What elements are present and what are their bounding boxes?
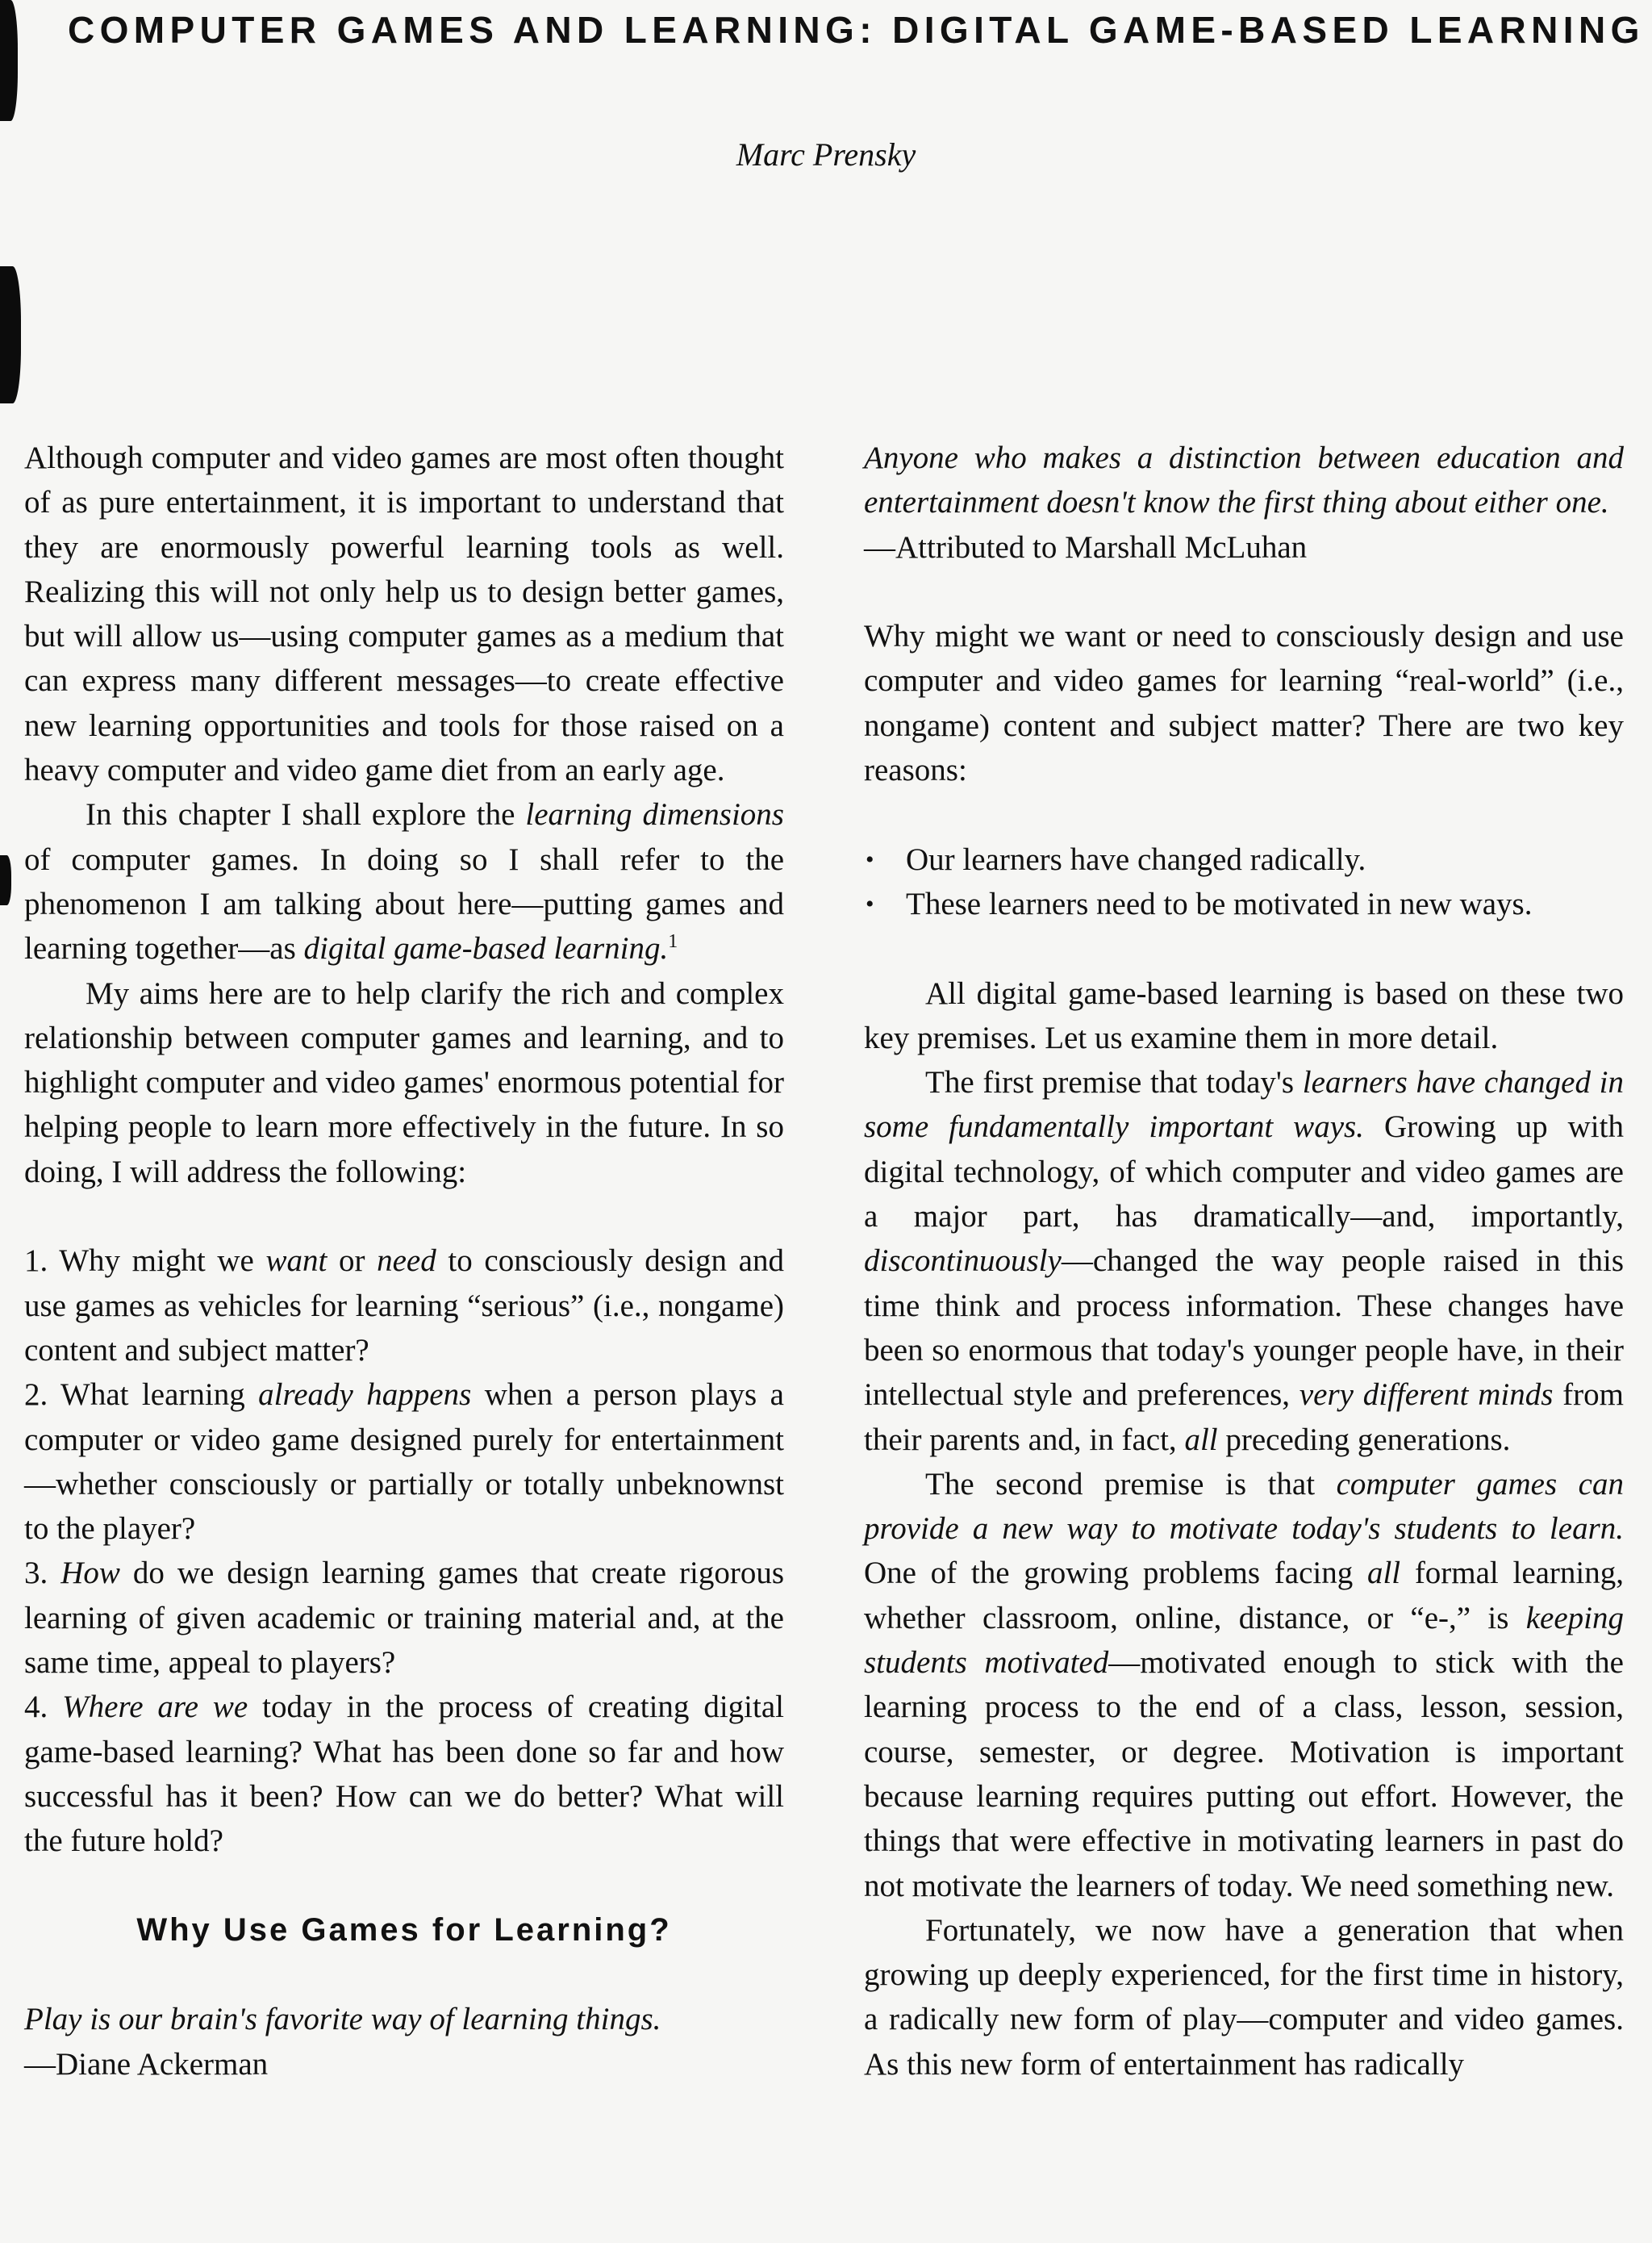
scan-edge-mark-top xyxy=(0,0,18,121)
scan-edge-mark-lower xyxy=(0,855,11,905)
section-heading: Why Use Games for Learning? xyxy=(136,1911,672,1948)
epigraph-attribution: —Diane Ackerman xyxy=(24,2046,269,2082)
chapter-title: COMPUTER GAMES AND LEARNING: DIGITAL GAME-BASED LEARNING xyxy=(68,9,1645,51)
aims-paragraph: My aims here are to help clarify the rich and complex relationship between computer games and learning, and to highlight computer and video games' enormous potential for helping people to learn more effectively in the future. In so doing, I will address the following: xyxy=(24,975,784,1189)
footnote-marker: 1 xyxy=(668,931,678,953)
premises-paragraph: All digital game-based learning is based on these two key premises. Let us examine them in more detail. xyxy=(864,975,1624,1055)
question-item: 1. Why might we want or need to consciously design and use games as vehicles for learning “serious” (i.e., nongame) content and subject matter? xyxy=(24,1243,784,1368)
question-list xyxy=(24,1238,784,1863)
chapter-scope-paragraph: In this chapter I shall explore the learning dimensions of computer games. In doing so I shall refer to the phenomenon I am talking about here—putting games and learning together—as digital game-based learning.$^1$ xyxy=(24,797,784,967)
new-generation-paragraph: Fortunately, we now have a generation that when growing up deeply experienced, for the first time in history, a radically new form of play—computer and video games. As this new form of entertainment has radically xyxy=(864,1912,1624,2082)
epigraph-quote: Play is our brain's favorite way of learning things. xyxy=(24,2002,661,2037)
second-premise-paragraph: The second premise is that computer games can provide a new way to motivate today's students to learn. One of the growing problems facing all formal learning, whether classroom, online, distance, or “e-,” is keeping students motivated—motivated enough to stick with the learning process to the end of a class, lesson, session, course, semester, or degree. Motivation is important because learning requires putting out effort. However, the things that were effective in motivating learners in past do not motivate the learners of today. We need something new. xyxy=(864,1466,1625,1903)
author-name: Marc Prensky xyxy=(736,136,916,173)
epigraph-quote: Anyone who makes a distinction between education and entertainment doesn't know the first thing about either one. xyxy=(864,441,1624,520)
epigraph-attribution: —Attributed to Marshall McLuhan xyxy=(864,529,1308,565)
intro-paragraph: Although computer and video games are most often thought of as pure entertainment, it is important to understand that they are enormously powerful learning tools as well. Realizing this will not only help us to design better games, but will allow us—using computer games as a medium that can express many different messages—to create effective new learning opportunities and tools for those raised on a heavy computer and video game diet from an early age. xyxy=(24,441,784,788)
reasons-intro-paragraph: Why might we want or need to consciously design and use computer and video games for learning “real-world” (i.e., nongame) content and subject matter? There are two key reasons: xyxy=(864,619,1624,788)
right-column xyxy=(864,436,1624,2086)
question-item: 2. What learning already happens when a person plays a computer or video game designed purely for entertainment—whether consciously or partially or totally unbeknownst to the player? xyxy=(24,1377,784,1547)
bullet-icon: • xyxy=(866,890,874,917)
question-item: 3. How do we design learning games that create rigorous learning of given academic or training material and, at the same time, appeal to players? xyxy=(24,1556,784,1681)
question-item: 4. Where are we today in the process of creating digital game-based learning? What has been done so far and how successful has it been? How can we do better? What will the future hold? xyxy=(24,1690,784,1859)
list-item: • These learners need to be motivated in new ways. xyxy=(864,882,1624,926)
bullet-icon: • xyxy=(866,846,874,873)
scan-edge-mark-middle xyxy=(0,266,21,403)
reasons-list xyxy=(864,837,1624,927)
list-item: • Our learners have changed radically. xyxy=(864,837,1624,882)
first-premise-paragraph: The first premise that today's learners have changed in some fundamentally important ways. Growing up with digital technology, of which computer and video games are a major part, has dramatically—and, importantly, discontinuously—changed the way people raised in this time think and process information. These changes have been so enormous that today's younger people have, in their intellectual style and preferences, very different minds from their parents and, in fact, all preceding generations. xyxy=(864,1065,1624,1457)
left-column xyxy=(24,436,784,2086)
